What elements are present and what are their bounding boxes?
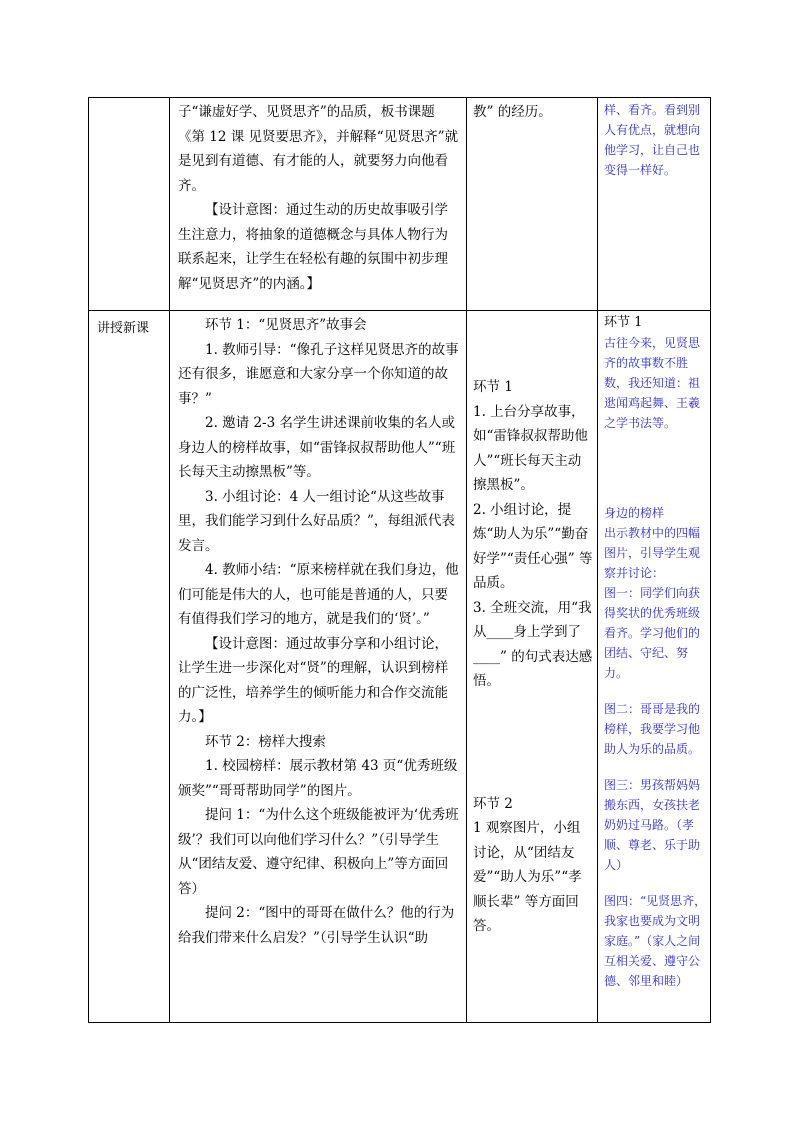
teacher-paragraph: 提问 1：“为什么这个班级能被评为‘优秀班级’？我们可以向他们学习什么？”（引导学生从“团结友爱、遵守纪律、积极向上”等方面回答） <box>178 807 459 897</box>
student-paragraph: 1 观察图片，小组讨论，从“团结友爱”“助人为乐”“孝顺长辈” 等方面回答。 <box>473 820 582 934</box>
student-paragraph: 教” 的经历。 <box>473 104 552 120</box>
lesson-plan-table <box>88 97 711 1023</box>
note-paragraph: 图四：“见贤思齐，我家也要成为文明家庭。”（家人之间互相关爱、遵守公德、邻里和睦） <box>604 894 707 988</box>
teacher-activity-cell <box>170 98 467 311</box>
note-paragraph: 古往今来，见贤思齐的故事数不胜数，我还知道：祖逖闻鸡起舞、王羲之学书法等。 <box>604 336 701 430</box>
section-heading: 环节 1 <box>604 315 643 330</box>
table-row <box>89 311 711 1023</box>
teacher-paragraph: 4. 教师小结：“原来榜样就在我们身边，他们可能是伟大的人，也可能是普通的人，只要有值得我们学习的地方，就是我们的‘贤’。” <box>178 562 459 627</box>
note-paragraph: 样、看齐。看到别人有优点，就想向他学习，让自己也变得一样好。 <box>604 103 701 177</box>
teacher-paragraph: 2. 邀请 2-3 名学生讲述课前收集的名人或身边人的榜样故事，如“雷锋叔叔帮助他人”“班长每天主动擦黑板”等。 <box>178 415 456 480</box>
stage-cell <box>89 311 170 1023</box>
stage-label: 讲授新课 <box>97 321 150 336</box>
note-paragraph: 图一：同学们向获得奖状的优秀班级看齐。学习他们的团结、守纪、努力。 <box>604 586 701 680</box>
note-heading: 身边的榜样 <box>604 506 665 520</box>
section-heading: 环节 1 <box>473 379 513 395</box>
teacher-paragraph: 1. 教师引导：“像孔子这样见贤思齐的故事还有很多，谁愿意和大家分享一个你知道的故事？” <box>178 341 459 407</box>
note-cell <box>598 98 711 311</box>
teacher-paragraph: 子“谦虚好学、见贤思齐”的品质，板书课题《第 12 课 见贤要思齐》，并解释“见贤思齐”就是见到有道德、有才能的人，就要努力向他看齐。 <box>178 104 459 194</box>
design-intent: 【设计意图：通过故事分享和小组讨论，让学生进一步深化对“贤”的理解，认识到榜样的广泛性，培养学生的倾听能力和合作交流能力。】 <box>178 635 449 725</box>
student-paragraph: 3. 全班交流，用“我从____身上学到了____” 的句式表达感悟。 <box>473 599 593 689</box>
teacher-paragraph: 提问 2：“图中的哥哥在做什么？他的行为给我们带来什么启发？”（引导学生认识“助 <box>178 905 455 946</box>
teacher-paragraph: 3. 小组讨论：4 人一组讨论“从这些故事里，我们能学习到什么好品质？”，每组派代表发言。 <box>178 488 455 554</box>
student-activity-cell <box>467 311 598 1023</box>
design-intent: 【设计意图：通过生动的历史故事吸引学生注意力，将抽象的道德概念与具体人物行为联系起来，让学生在轻松有趣的氛围中初步理解“见贤思齐”的内涵。】 <box>178 202 448 292</box>
student-paragraph: 2. 小组讨论，提炼“助人为乐”“勤奋好学”“责任心强” 等品质。 <box>473 501 593 591</box>
note-paragraph: 出示教材中的四幅图片，引导学生观察并讨论： <box>604 526 701 580</box>
teacher-activity-cell <box>170 311 467 1023</box>
student-activity-cell <box>467 98 598 311</box>
stage-cell <box>89 98 170 311</box>
section-heading: 环节 2 <box>473 795 513 812</box>
teacher-paragraph: 1. 校园榜样：展示教材第 43 页“优秀班级颁奖”“哥哥帮助同学”的图片。 <box>178 758 458 799</box>
section-heading: 环节 1：“见贤思齐”故事会 <box>205 317 367 333</box>
table-row <box>89 98 711 311</box>
note-paragraph: 图三：男孩帮妈妈搬东西，女孩扶老奶奶过马路。（孝顺、尊老、乐于助人） <box>604 778 701 872</box>
note-cell <box>598 311 711 1023</box>
note-paragraph: 图二：哥哥是我的榜样，我要学习他助人为乐的品质。 <box>604 702 701 756</box>
stage-label <box>89 98 169 104</box>
section-heading: 环节 2：榜样大搜索 <box>205 733 326 750</box>
student-paragraph: 1. 上台分享故事，如“雷锋叔叔帮助他人”“班长每天主动擦黑板”。 <box>473 403 588 493</box>
